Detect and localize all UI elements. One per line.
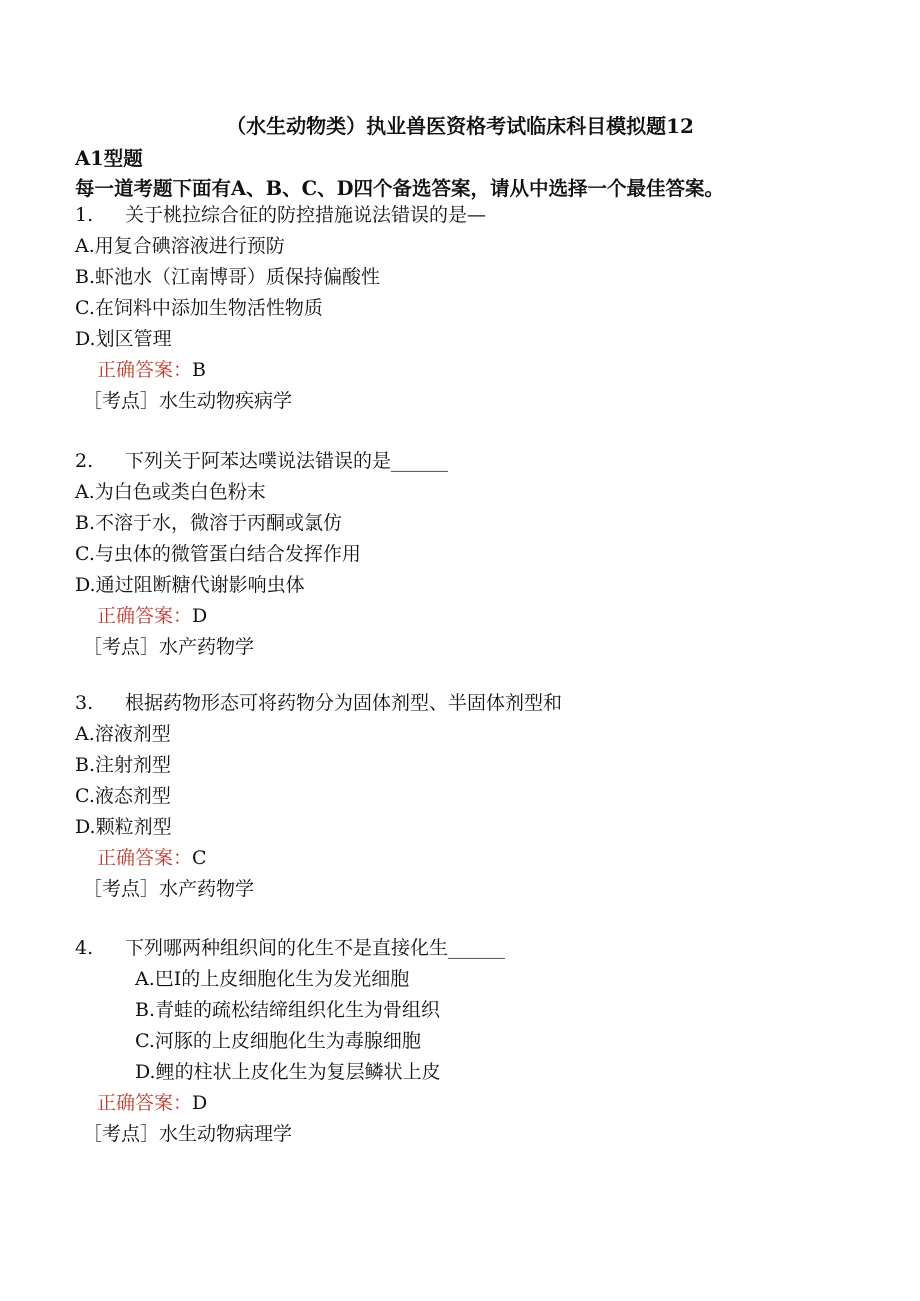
answer-label: 正确答案： xyxy=(97,1092,193,1114)
question-stem xyxy=(75,688,895,719)
option-c: C.与虫体的微管蛋白结合发挥作用 xyxy=(75,543,361,565)
question-text: 根据药物形态可将药物分为固体剂型、半固体剂型和 xyxy=(125,692,563,714)
question-number: 1. xyxy=(75,204,94,226)
option-b: B.青蛙的疏松结缔组织化生为骨组织 xyxy=(135,999,441,1021)
question-4 xyxy=(75,933,895,1150)
answer-value: B xyxy=(192,359,206,381)
correct-answer xyxy=(75,1088,895,1119)
question-number: 4. xyxy=(75,937,94,959)
document-title: （水生动物类）执业兽医资格考试临床科目模拟题12 xyxy=(226,114,694,138)
answer-label: 正确答案： xyxy=(97,359,193,381)
correct-answer xyxy=(75,843,895,874)
question-stem xyxy=(75,446,895,477)
question-stem xyxy=(75,200,895,231)
question-text: 关于桃拉综合征的防控措施说法错误的是— xyxy=(125,204,487,226)
question-number: 3. xyxy=(75,692,94,714)
option-d: D.划区管理 xyxy=(75,328,172,350)
exam-point: ［考点］水生动物疾病学 xyxy=(83,390,293,412)
correct-answer xyxy=(75,601,895,632)
option-b: B.不溶于水，微溶于丙酮或氯仿 xyxy=(75,512,343,534)
option-b: B.虾池水（江南博哥）质保持偏酸性 xyxy=(75,266,381,288)
option-a: A.巴I的上皮细胞化生为发光细胞 xyxy=(135,968,410,990)
section-type-heading: A1型题 xyxy=(75,147,143,170)
option-c: C.在饲料中添加生物活性物质 xyxy=(75,297,323,319)
option-b: B.注射剂型 xyxy=(75,754,172,776)
exam-point: ［考点］水生动物病理学 xyxy=(83,1123,293,1145)
answer-value: C xyxy=(192,847,207,869)
option-a: A.用复合碘溶液进行预防 xyxy=(75,235,285,257)
correct-answer xyxy=(75,355,895,386)
exam-point: ［考点］水产药物学 xyxy=(83,636,255,658)
question-text: 下列关于阿苯达噗说法错误的是______ xyxy=(125,450,449,472)
question-stem xyxy=(75,933,895,964)
answer-label: 正确答案： xyxy=(97,605,193,627)
option-d: D.颗粒剂型 xyxy=(75,816,172,838)
option-a: A.为白色或类白色粉末 xyxy=(75,481,266,503)
question-number: 2. xyxy=(75,450,94,472)
option-d: D.鲤的柱状上皮化生为复层鳞状上皮 xyxy=(135,1061,441,1083)
question-2 xyxy=(75,446,895,663)
section-instruction: 每一道考题下面有A、B、C、D四个备选答案，请从中选择一个最佳答案。 xyxy=(75,177,725,200)
option-c: C.液态剂型 xyxy=(75,785,171,807)
option-d: D.通过阻断糖代谢影响虫体 xyxy=(75,574,305,596)
question-text: 下列哪两种组织间的化生不是直接化生______ xyxy=(125,937,506,959)
option-a: A.溶液剂型 xyxy=(75,723,171,745)
answer-label: 正确答案： xyxy=(97,847,193,869)
exam-point: ［考点］水产药物学 xyxy=(83,878,255,900)
answer-value: D xyxy=(192,605,208,627)
question-1 xyxy=(75,200,895,417)
question-3 xyxy=(75,688,895,905)
option-c: C.河豚的上皮细胞化生为毒腺细胞 xyxy=(135,1030,421,1052)
answer-value: D xyxy=(192,1092,208,1114)
